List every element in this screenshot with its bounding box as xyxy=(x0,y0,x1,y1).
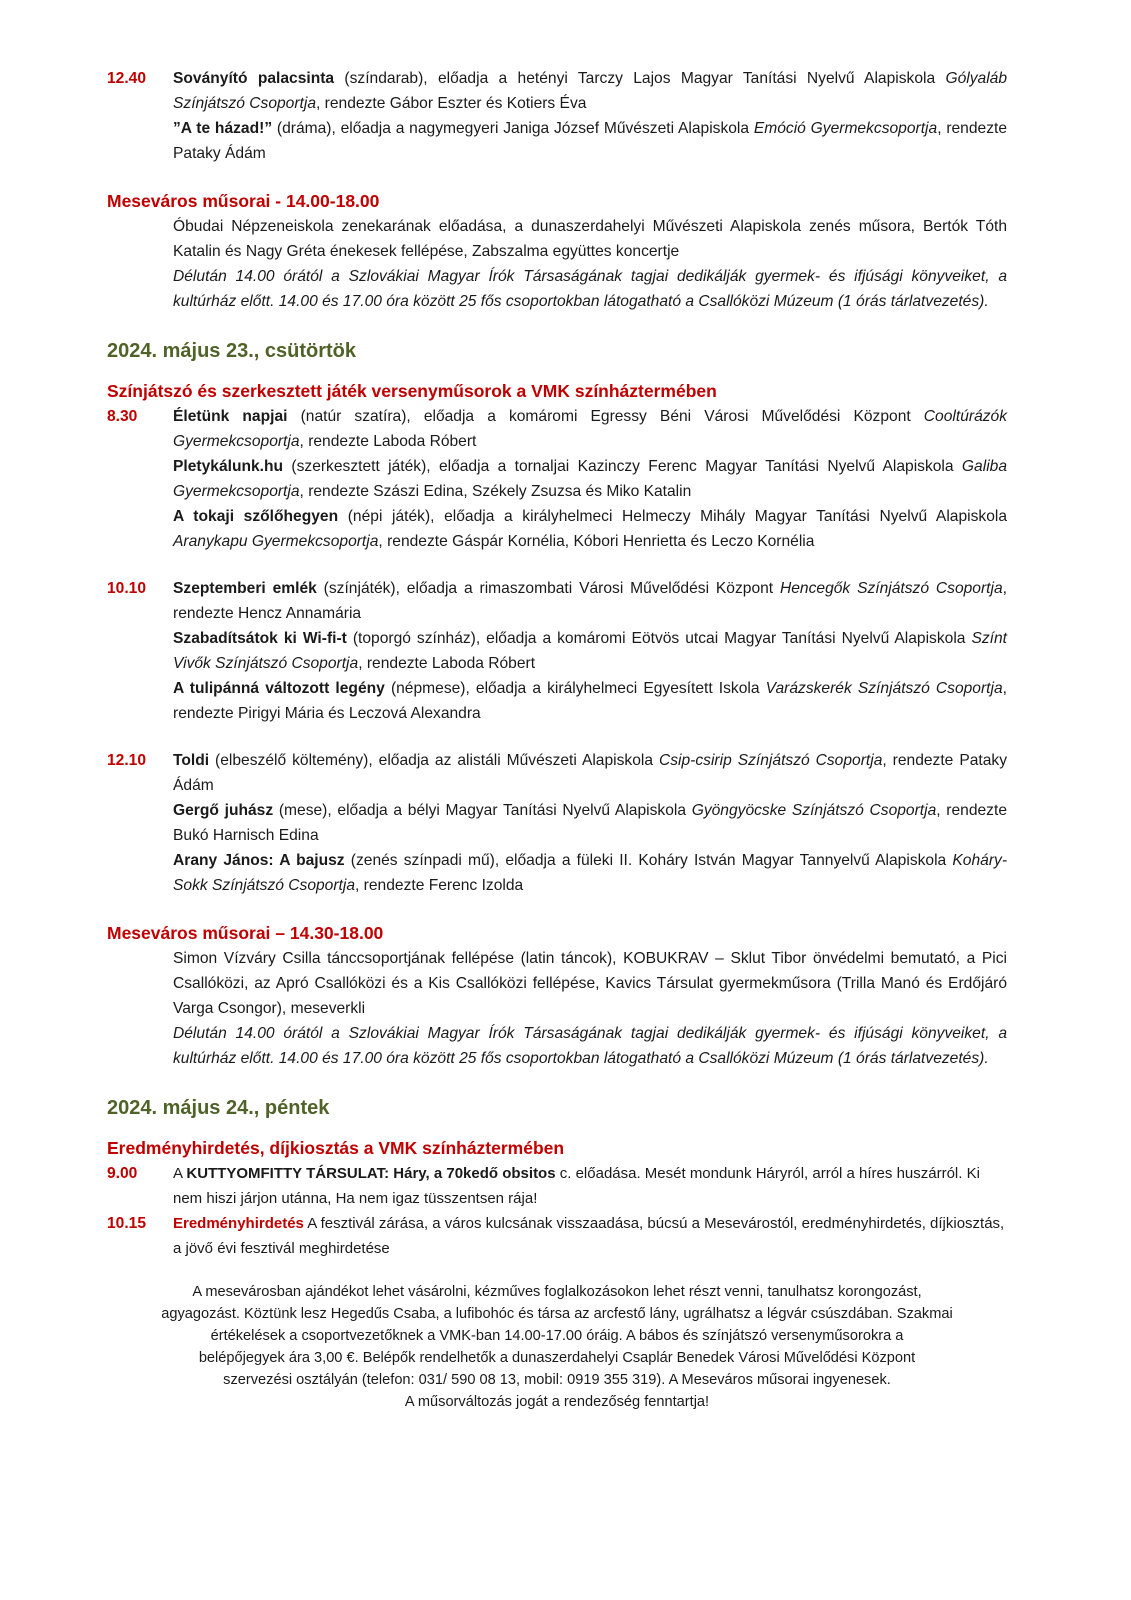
program-director: , rendezte Pirigyi Mária és Leczová Alexandra xyxy=(173,680,1007,722)
program-entry xyxy=(173,576,1007,626)
day-heading: 2024. május 24., péntek xyxy=(107,1097,330,1119)
program-title: Arany János: A bajusz xyxy=(173,852,345,869)
meseváros-italic-text xyxy=(173,1021,1007,1071)
group-name: Galiba Gyermekcsoportja xyxy=(173,458,1007,500)
program-title: Soványító palacsinta xyxy=(173,70,335,87)
group-name: Színt Vivők Színjátszó Csoportja xyxy=(173,630,1007,672)
day-heading: 2024. május 23., csütörtök xyxy=(107,340,357,362)
time-label: 12.10 xyxy=(107,752,147,769)
footer-line: A mesevárosban ajándékot lehet vásárolni, kézműves foglalkozásokon lehet részt venni, tanulhatsz korongozást, xyxy=(192,1284,922,1300)
program-description: (szerkesztett játék), előadja a tornaljai Kazinczy Ferenc Magyar Tanítási Nyelvű Alapiskola xyxy=(283,458,962,475)
schedule-block-1015 xyxy=(107,1211,1007,1261)
program-entry xyxy=(173,116,1007,166)
group-name: Aranykapu Gyermekcsoportja xyxy=(173,533,379,550)
time-label: 8.30 xyxy=(107,408,138,425)
program-director: , rendezte Bukó Harnisch Edina xyxy=(173,802,1007,844)
schedule-block-1210 xyxy=(107,748,1007,898)
program-description: (zenés színpadi mű), előadja a füleki II. Koháry István Magyar Tannyelvű Alapiskola xyxy=(344,852,953,869)
program-title: Gergő juhász xyxy=(173,802,274,819)
meseváros-italic-content: Délután 14.00 órától a Szlovákiai Magyar Írók Társaságának tagjai dedikálják gyermek- és ifjúsági könyveiket, a kultúrház előtt. 14.00 és 17.00 óra között 25 fős csoportokban látogatható a Csallóközi Múzeum (1 órás tárlatvezetés). xyxy=(173,268,1007,310)
meseváros-heading: Meseváros műsorai – 14.30-18.00 xyxy=(107,923,384,943)
schedule-block-830 xyxy=(107,404,1007,554)
group-name: Csip-csirip Színjátszó Csoportja xyxy=(658,752,883,769)
program-description: (natúr szatíra), előadja a komáromi Egressy Béni Városi Művelődési Központ xyxy=(287,408,924,425)
program-description: c. előadása. Mesét mondunk Háryról, arról a híres huszárról. Ki nem hiszi járjon utánna, Ha nem igaz tüsszentsen rája! xyxy=(173,1165,980,1207)
program-description: A fesztivál zárása, a város kulcsának visszaadása, búcsú a Mesevárostól, eredményhirdetés, díjkiosztás, a jövő évi fesztivál meghirdetése xyxy=(173,1215,1005,1257)
program-entry xyxy=(173,626,1007,676)
time-label: 10.15 xyxy=(107,1215,147,1232)
schedule-block-900 xyxy=(107,1161,1007,1211)
program-description: (elbeszélő költemény), előadja az alistáli Művészeti Alapiskola xyxy=(209,752,659,769)
schedule-block-1240 xyxy=(107,66,1007,166)
program-title: Eredményhirdetés xyxy=(173,1215,304,1232)
program-title: Szabadítsátok ki Wi-fi-t xyxy=(173,630,347,647)
program-title: Toldi xyxy=(173,752,210,769)
program-title: A tulipánná változott legény xyxy=(173,680,385,697)
time-label: 12.40 xyxy=(107,70,147,87)
program-title: A tokaji szőlőhegyen xyxy=(173,508,339,525)
program-director: , rendezte Laboda Róbert xyxy=(299,433,477,450)
group-name: Varázskerék Színjátszó Csoportja xyxy=(765,680,1003,697)
meseváros-text: Simon Vízváry Csilla tánccsoportjának fellépése (latin táncok), KOBUKRAV – Sklut Tibor önvédelmi bemutató, a Pici Csallóközi, az Apró Csallóközi és a Kis Csallóközi fellépése, Kavics Társulat gyermekműsora (Trilla Manó és Erdőjáró Varga Csongor), meseverkli xyxy=(173,950,1007,1017)
program-entry xyxy=(173,748,1007,798)
footer-line: belépőjegyek ára 3,00 €. Belépők rendelhetők a dunaszerdahelyi Csaplár Benedek Városi Művelődési Központ xyxy=(198,1350,916,1366)
program-entry xyxy=(173,404,1007,454)
program-entry xyxy=(173,66,1007,116)
program-title: ”A te házad!” xyxy=(173,120,273,137)
time-label: 10.10 xyxy=(107,580,147,597)
program-director: , rendezte Pataky Ádám xyxy=(173,120,1007,162)
group-name: Cooltúrázók Gyermekcsoportja xyxy=(173,408,1008,450)
program-director: , rendezte Szászi Edina, Székely Zsuzsa és Miko Katalin xyxy=(299,483,692,500)
program-title: KUTTYOMFITTY TÁRSULAT: Háry, a 70kedő obsitos xyxy=(186,1165,556,1182)
program-director: , rendezte Laboda Róbert xyxy=(358,655,536,672)
group-name: Hencegők Színjátszó Csoportja xyxy=(780,580,1003,597)
program-page xyxy=(107,66,1007,1413)
program-title: Szeptemberi emlék xyxy=(173,580,317,597)
meseváros-italic-content: Délután 14.00 órától a Szlovákiai Magyar Írók Társaságának tagjai dedikálják gyermek- és ifjúsági könyveiket, a kultúrház előtt. 14.00 és 17.00 óra között 25 fős csoportokban látogatható a Csallóközi Múzeum (1 órás tárlatvezetés). xyxy=(173,1025,1007,1067)
program-director: , rendezte Pataky Ádám xyxy=(173,752,1007,794)
meseváros-heading: Meseváros műsorai - 14.00-18.00 xyxy=(107,191,380,211)
program-director: , rendezte Gáspár Kornélia, Kóbori Henrietta és Leczo Kornélia xyxy=(378,533,815,550)
program-description: (dráma), előadja a nagymegyeri Janiga József Művészeti Alapiskola xyxy=(272,120,754,137)
schedule-block-1010 xyxy=(107,576,1007,726)
section-heading: Színjátszó és szerkesztett játék versenyműsorok a VMK színháztermében xyxy=(107,381,717,401)
program-entry xyxy=(173,848,1007,898)
program-director: , rendezte Ferenc Izolda xyxy=(355,877,524,894)
program-entry xyxy=(173,798,1007,848)
meseváros-italic-text xyxy=(173,264,1007,314)
program-description: (színdarab), előadja a hetényi Tarczy Lajos Magyar Tanítási Nyelvű Alapiskola xyxy=(334,70,946,87)
program-director: , rendezte Hencz Annamária xyxy=(173,580,1007,622)
footer-line: A műsorváltozás jogát a rendezőség fenntartja! xyxy=(404,1394,710,1410)
program-description: (színjáték), előadja a rimaszombati Városi Művelődési Központ xyxy=(316,580,780,597)
program-entry xyxy=(173,676,1007,726)
program-description: (népi játék), előadja a királyhelmeci Helmeczy Mihály Magyar Tanítási Nyelvű Alapiskola xyxy=(338,508,1007,525)
footer-line: agyagozást. Köztünk lesz Hegedűs Csaba, a lufibohóc és társa az arcfestő lány, ugrálhatsz a légvár csúszdában. Szakmai xyxy=(161,1306,953,1322)
program-entry xyxy=(173,504,1007,554)
group-name: Koháry-Sokk Színjátszó Csoportja xyxy=(173,852,1008,894)
program-description: (mese), előadja a bélyi Magyar Tanítási Nyelvű Alapiskola xyxy=(273,802,692,819)
program-title: Pletykálunk.hu xyxy=(173,458,284,475)
footer-line: szervezési osztályán (telefon: 031/ 590 08 13, mobil: 0919 355 319). A Meseváros műsorai ingyenesek. xyxy=(223,1372,891,1388)
footer-notes xyxy=(97,1281,1017,1413)
program-description: (népmese), előadja a királyhelmeci Egyesített Iskola xyxy=(384,680,766,697)
program-director: , rendezte Gábor Eszter és Kotiers Éva xyxy=(316,95,587,112)
program-entry xyxy=(173,454,1007,504)
program-description: (toporgó színház), előadja a komáromi Eötvös utcai Magyar Tanítási Nyelvű Alapiskola xyxy=(346,630,972,647)
footer-line: értékelések a csoportvezetőknek a VMK-ban 14.00-17.00 óráig. A bábos és színjátszó versenyműsorokra a xyxy=(210,1328,904,1344)
meseváros-text: Óbudai Népzeneiskola zenekarának előadása, a dunaszerdahelyi Művészeti Alapiskola zenés műsora, Bertók Tóth Katalin és Nagy Gréta énekesek fellépése, Zabszalma együttes koncertje xyxy=(173,218,1007,260)
time-label: 9.00 xyxy=(107,1165,138,1182)
section-heading: Eredményhirdetés, díjkiosztás a VMK színháztermében xyxy=(107,1138,565,1158)
group-name: Gólyaláb Színjátszó Csoportja xyxy=(173,70,1007,112)
group-name: Gyöngyöcske Színjátszó Csoportja xyxy=(691,802,937,819)
group-name: Emóció Gyermekcsoportja xyxy=(753,120,938,137)
program-lead: A xyxy=(173,1165,187,1182)
program-title: Életünk napjai xyxy=(173,408,288,425)
